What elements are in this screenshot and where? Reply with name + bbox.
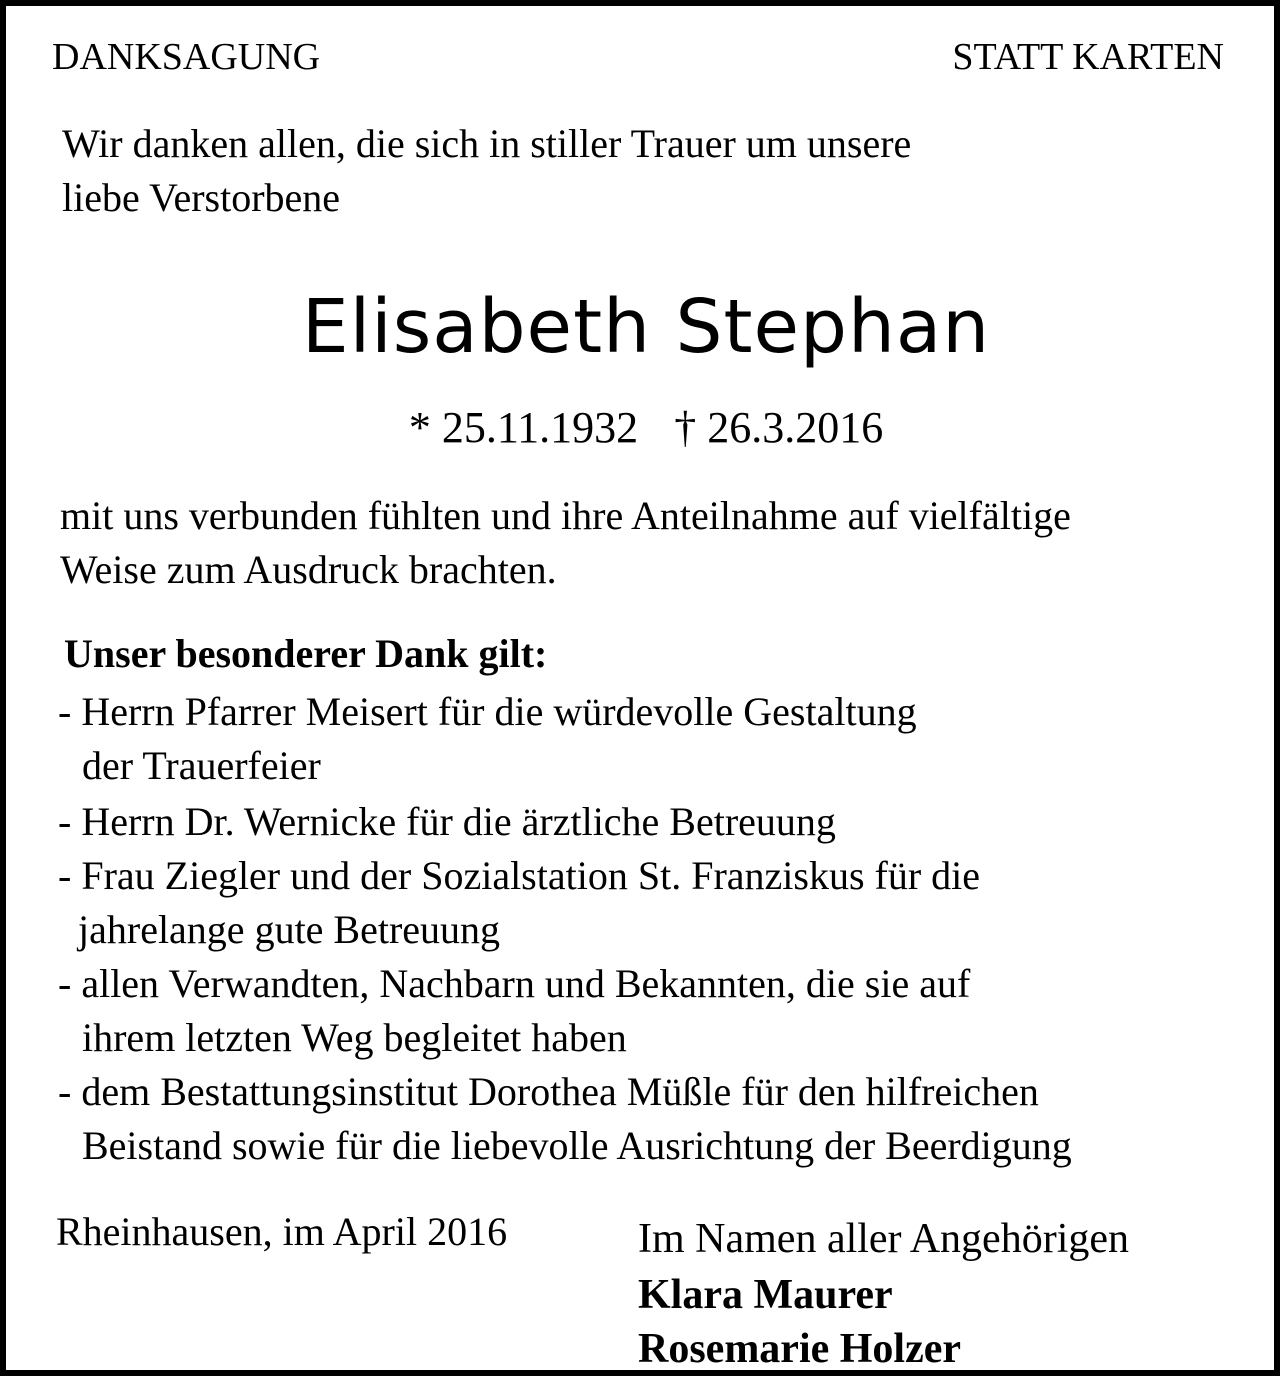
header-right-label: STATT KARTEN xyxy=(952,36,1224,78)
birth-date: * 25.11.1932 xyxy=(408,403,639,452)
signer-name: Klara Maurer xyxy=(638,1272,893,1318)
death-date: † 26.3.2016 xyxy=(674,403,884,452)
deceased-name: Elisabeth Stephan xyxy=(301,284,991,370)
signer-name: Rosemarie Holzer xyxy=(638,1326,962,1372)
body-line-2: Weise zum Ausdruck brachten. xyxy=(60,547,557,592)
signature-intro: Im Namen aller Angehörigen xyxy=(638,1216,1129,1262)
intro-line-1: Wir danken allen, die sich in stiller Trauer um unsere xyxy=(62,121,912,166)
thanks-line: ihrem letzten Weg begleitet haben xyxy=(82,1015,627,1060)
body-line-1: mit uns verbunden fühlten und ihre Anteilnahme auf vielfältige xyxy=(60,493,1071,538)
thanks-line: - dem Bestattungsinstitut Dorothea Müßle für den hilfreichen xyxy=(58,1069,1039,1114)
thanks-line: der Trauerfeier xyxy=(82,743,321,788)
thanks-line: - Frau Ziegler und der Sozialstation St. Franziskus für die xyxy=(58,853,981,898)
thanks-heading: Unser besonderer Dank gilt: xyxy=(64,631,548,676)
thanks-line: Beistand sowie für die liebevolle Ausrichtung der Beerdigung xyxy=(82,1123,1072,1168)
place-date: Rheinhausen, im April 2016 xyxy=(56,1209,508,1254)
header-left-label: DANKSAGUNG xyxy=(52,36,321,78)
thanks-line: jahrelange gute Betreuung xyxy=(78,907,501,952)
thanks-line: - Herrn Dr. Wernicke für die ärztliche Betreuung xyxy=(58,799,836,844)
thanks-line: - Herrn Pfarrer Meisert für die würdevolle Gestaltung xyxy=(58,689,917,734)
intro-line-2: liebe Verstorbene xyxy=(62,175,341,220)
thanks-line: - allen Verwandten, Nachbarn und Bekannten, die sie auf xyxy=(58,961,971,1006)
life-dates xyxy=(6,403,1280,452)
